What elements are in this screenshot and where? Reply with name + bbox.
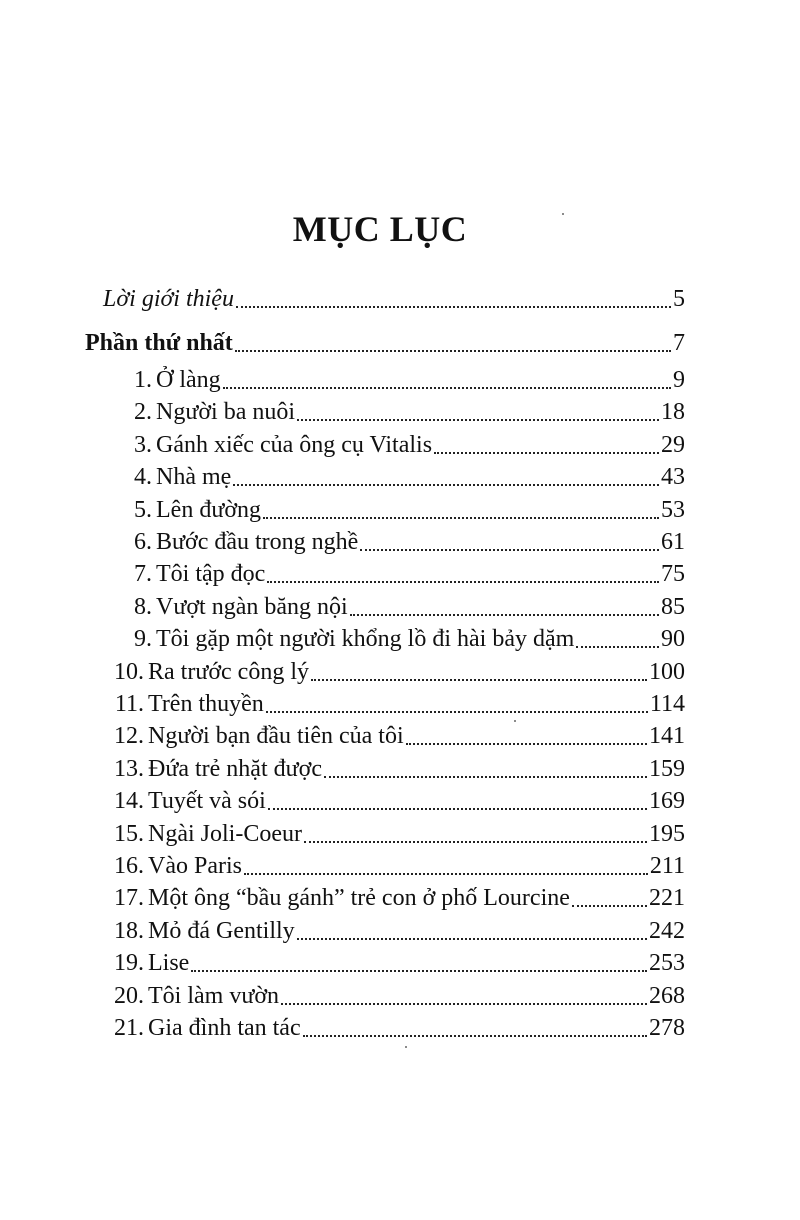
toc-entry-part[interactable]: [85, 326, 685, 358]
chapter-number: 19.: [114, 950, 144, 976]
chapter-number: 4.: [134, 464, 152, 490]
paper-speck: [405, 1046, 407, 1048]
toc-entry-chapter[interactable]: [118, 363, 685, 395]
toc-entry-chapter[interactable]: [110, 655, 685, 687]
toc-entry-chapter[interactable]: [110, 1011, 685, 1043]
chapter-number: 12.: [114, 723, 144, 749]
dot-leader: [266, 710, 648, 713]
dot-leader: [263, 516, 659, 519]
toc-entry-chapter[interactable]: [110, 946, 685, 978]
chapter-title: Lise: [148, 950, 190, 976]
chapter-number: 1.: [134, 367, 152, 393]
chapter-title: Trên thuyền: [148, 691, 264, 717]
dot-leader: [236, 305, 671, 308]
chapter-number: 3.: [134, 432, 152, 458]
dot-leader: [297, 418, 659, 421]
dot-leader: [191, 969, 647, 972]
chapter-title: Vào Paris: [148, 853, 242, 879]
chapter-number: 17.: [114, 885, 144, 911]
page-title: MỤC LỤC: [292, 209, 468, 249]
toc-entry-chapter[interactable]: [118, 590, 685, 622]
dot-leader: [297, 937, 647, 940]
chapter-title: Ngài Joli-Coeur: [148, 821, 302, 847]
toc-entry-chapter[interactable]: [110, 687, 685, 719]
toc-entry-intro[interactable]: [103, 282, 685, 314]
dot-leader: [303, 1034, 647, 1037]
dot-leader: [267, 580, 659, 583]
chapter-title: Đứa trẻ nhặt được: [148, 756, 322, 782]
chapter-page: 211: [649, 853, 685, 879]
toc-entry-chapter[interactable]: [110, 784, 685, 816]
toc-entry-chapter[interactable]: [110, 979, 685, 1011]
dot-leader: [350, 613, 659, 616]
toc-entry-chapter[interactable]: [110, 881, 685, 913]
chapter-page: 114: [649, 691, 685, 717]
dot-leader: [233, 483, 659, 486]
chapter-page: 18: [661, 399, 685, 425]
chapter-title: Tuyết và sói: [148, 788, 266, 814]
chapter-title: Nhà mẹ: [156, 464, 232, 490]
chapter-number: 13.: [114, 756, 144, 782]
chapter-number: 8.: [134, 594, 152, 620]
toc-entry-chapter[interactable]: [118, 622, 685, 654]
chapter-title: Mỏ đá Gentilly: [148, 918, 295, 944]
dot-leader: [324, 775, 647, 778]
chapter-page: 141: [649, 723, 685, 749]
chapter-title: Gia đình tan tác: [148, 1015, 301, 1041]
chapter-title: Vượt ngàn băng nội: [156, 594, 348, 620]
chapter-title: Tôi làm vườn: [148, 983, 280, 1009]
toc-entry-title: Phần thứ nhất: [85, 330, 233, 356]
chapter-title: Ra trước công lý: [148, 659, 309, 685]
chapter-number: 5.: [134, 497, 152, 523]
chapter-number: 20.: [114, 983, 144, 1009]
chapter-page: 169: [649, 788, 685, 814]
chapter-number: 18.: [114, 918, 144, 944]
chapter-page: 253: [649, 950, 685, 976]
chapter-page: 29: [661, 432, 685, 458]
dot-leader: [304, 840, 647, 843]
chapter-page: 61: [661, 529, 685, 555]
dot-leader: [360, 548, 659, 551]
chapter-page: 43: [661, 464, 685, 490]
chapter-number: 9.: [134, 626, 152, 652]
chapter-title: Người ba nuôi: [156, 399, 296, 425]
chapter-page: 221: [649, 885, 685, 911]
chapter-page: 9: [673, 367, 685, 393]
chapter-number: 15.: [114, 821, 144, 847]
chapter-page: 53: [661, 497, 685, 523]
dot-leader: [235, 349, 671, 352]
toc-entry-chapter[interactable]: [110, 752, 685, 784]
chapter-page: 159: [649, 756, 685, 782]
toc-entry-chapter[interactable]: [118, 557, 685, 589]
dot-leader: [223, 386, 671, 389]
chapter-title: Ở làng: [156, 367, 221, 393]
toc-entry-chapter[interactable]: [118, 395, 685, 427]
toc-entry-chapter[interactable]: [118, 493, 685, 525]
chapter-number: 2.: [134, 399, 152, 425]
chapter-number: 14.: [114, 788, 144, 814]
toc-entry-page: 5: [673, 286, 685, 312]
toc-entry-page: 7: [673, 330, 685, 356]
dot-leader: [281, 1002, 647, 1005]
dot-leader: [244, 872, 648, 875]
chapter-page: 195: [649, 821, 685, 847]
dot-leader: [268, 807, 647, 810]
chapter-title: Tôi tập đọc: [156, 561, 266, 587]
toc-entry-chapter[interactable]: [110, 719, 685, 751]
toc-entry-chapter[interactable]: [118, 525, 685, 557]
chapter-title: Một ông “bầu gánh” trẻ con ở phố Lourcine: [148, 885, 570, 911]
chapter-title: Gánh xiếc của ông cụ Vitalis: [156, 432, 433, 458]
dot-leader: [406, 742, 647, 745]
paper-speck: [562, 213, 564, 215]
toc-entry-title: Lời giới thiệu: [103, 286, 234, 312]
paper-speck: [514, 720, 516, 722]
toc-entry-chapter[interactable]: [110, 849, 685, 881]
dot-leader: [434, 451, 659, 454]
chapter-page: 242: [649, 918, 685, 944]
chapter-page: 90: [661, 626, 685, 652]
chapter-page: 85: [661, 594, 685, 620]
chapter-page: 100: [649, 659, 685, 685]
toc-entry-chapter[interactable]: [118, 428, 685, 460]
dot-leader: [576, 645, 659, 648]
dot-leader: [572, 904, 647, 907]
chapter-number: 21.: [114, 1015, 144, 1041]
chapter-title: Tôi gặp một người khổng lồ đi hài bảy dặm: [156, 626, 575, 652]
chapter-number: 11.: [114, 691, 144, 717]
chapter-page: 75: [661, 561, 685, 587]
dot-leader: [311, 678, 647, 681]
chapter-page: 278: [649, 1015, 685, 1041]
chapter-number: 16.: [114, 853, 144, 879]
chapter-page: 268: [649, 983, 685, 1009]
toc-entry-chapter[interactable]: [110, 817, 685, 849]
chapter-number: 7.: [134, 561, 152, 587]
chapter-title: Bước đầu trong nghề: [156, 529, 359, 555]
chapter-number: 6.: [134, 529, 152, 555]
chapter-title: Người bạn đầu tiên của tôi: [148, 723, 404, 749]
chapter-number: 10.: [114, 659, 144, 685]
chapter-title: Lên đường: [156, 497, 262, 523]
toc-entry-chapter[interactable]: [118, 460, 685, 492]
toc-entry-chapter[interactable]: [110, 914, 685, 946]
